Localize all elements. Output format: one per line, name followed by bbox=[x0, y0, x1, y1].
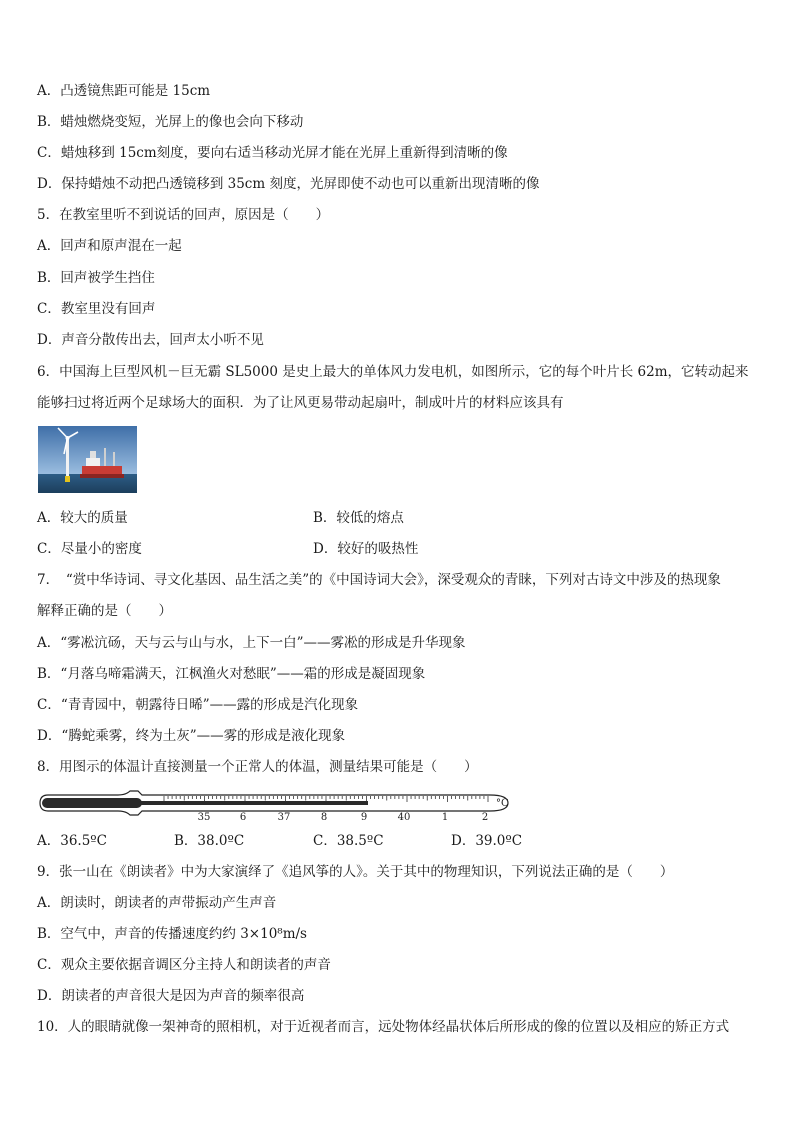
q9-option-a: A．朗读时，朗读者的声带振动产生声音 bbox=[37, 895, 277, 911]
q8-option-d: D．39.0ºC bbox=[451, 833, 523, 849]
scale-label: 8 bbox=[320, 812, 328, 822]
q4-option-b: B．蜡烛燃烧变短，光屏上的像也会向下移动 bbox=[37, 114, 304, 130]
q7-stem-line1: 7． “赏中华诗词、寻文化基因、品生活之美”的《中国诗词大会》，深受观众的青睐，下列对古诗文中涉及的热现象 bbox=[37, 572, 721, 588]
thermometer-figure bbox=[38, 786, 516, 822]
q7-option-d: D．“腾蛇乘雾，终为土灰”——雾的形成是液化现象 bbox=[37, 728, 346, 744]
q6-option-b: B．较低的熔点 bbox=[313, 510, 404, 526]
q9-option-b: B．空气中，声音的传播速度约约 3×10⁸m/s bbox=[37, 926, 307, 942]
scale-label: 37 bbox=[277, 812, 291, 822]
scale-label: 35 bbox=[197, 812, 211, 822]
scale-label: 9 bbox=[360, 812, 368, 822]
q6-stem-line2: 能够扫过将近两个足球场大的面积．为了让风更易带动起扇叶，制成叶片的材料应该具有 bbox=[37, 395, 564, 411]
q6-option-d: D．较好的吸热性 bbox=[313, 541, 419, 557]
q6-stem-line1: 6．中国海上巨型风机－巨无霸 SL5000 是史上最大的单体风力发电机，如图所示，它的每个叶片长 62m，它转动起来 bbox=[37, 364, 749, 380]
scale-label: 6 bbox=[239, 812, 247, 822]
thermometer-scale-labels bbox=[198, 812, 489, 822]
q4-option-c: C．蜡烛移到 15cm刻度，要向右适当移动光屏才能在光屏上重新得到清晰的像 bbox=[37, 145, 508, 161]
q9-stem: 9．张一山在《朗读者》中为大家演绎了《追风筝的人》。关于其中的物理知识，下列说法正确的是（ ） bbox=[37, 864, 674, 880]
q6-option-a: A．较大的质量 bbox=[37, 510, 128, 526]
q8-option-b: B．38.0ºC bbox=[174, 833, 245, 849]
q5-stem: 5．在教室里听不到说话的回声，原因是（ ） bbox=[37, 207, 330, 223]
q7-option-b: B．“月落乌啼霜满天，江枫渔火对愁眠”——霜的形成是凝固现象 bbox=[37, 666, 426, 682]
q5-option-b: B．回声被学生挡住 bbox=[37, 270, 155, 286]
q9-option-d: D．朗读者的声音很大是因为声音的频率很高 bbox=[37, 988, 305, 1004]
wind-turbine-photo bbox=[38, 426, 137, 493]
q6-option-c: C．尽量小的密度 bbox=[37, 541, 142, 557]
q7-option-a: A．“雾凇沆砀，天与云与山与水，上下一白”——雾凇的形成是升华现象 bbox=[37, 635, 466, 651]
q7-option-c: C．“青青园中，朝露待日晞”——露的形成是汽化现象 bbox=[37, 697, 359, 713]
scale-label: 2 bbox=[481, 812, 489, 822]
q10-stem: 10．人的眼睛就像一架神奇的照相机，对于近视者而言，远处物体经晶状体后所形成的像的位置以及相应的矫正方式 bbox=[37, 1019, 730, 1035]
q4-option-d: D．保持蜡烛不动把凸透镜移到 35cm 刻度，光屏即使不动也可以重新出现清晰的像 bbox=[37, 176, 540, 192]
scale-label: 1 bbox=[441, 812, 449, 822]
q8-option-a: A．36.5ºC bbox=[37, 833, 107, 849]
scale-label: 40 bbox=[397, 812, 411, 822]
q8-stem: 8．用图示的体温计直接测量一个正常人的体温，测量结果可能是（ ） bbox=[37, 759, 478, 775]
q8-option-c: C．38.5ºC bbox=[313, 833, 384, 849]
thermometer-unit: °C bbox=[496, 798, 509, 809]
q5-option-d: D．声音分散传出去，回声太小听不见 bbox=[37, 332, 264, 348]
q9-option-c: C．观众主要依据音调区分主持人和朗读者的声音 bbox=[37, 957, 331, 973]
q4-option-a: A．凸透镜焦距可能是 15cm bbox=[37, 83, 211, 99]
q7-stem-line2: 解释正确的是（ ） bbox=[37, 603, 172, 619]
q5-option-c: C．教室里没有回声 bbox=[37, 301, 156, 317]
q5-option-a: A．回声和原声混在一起 bbox=[37, 238, 182, 254]
